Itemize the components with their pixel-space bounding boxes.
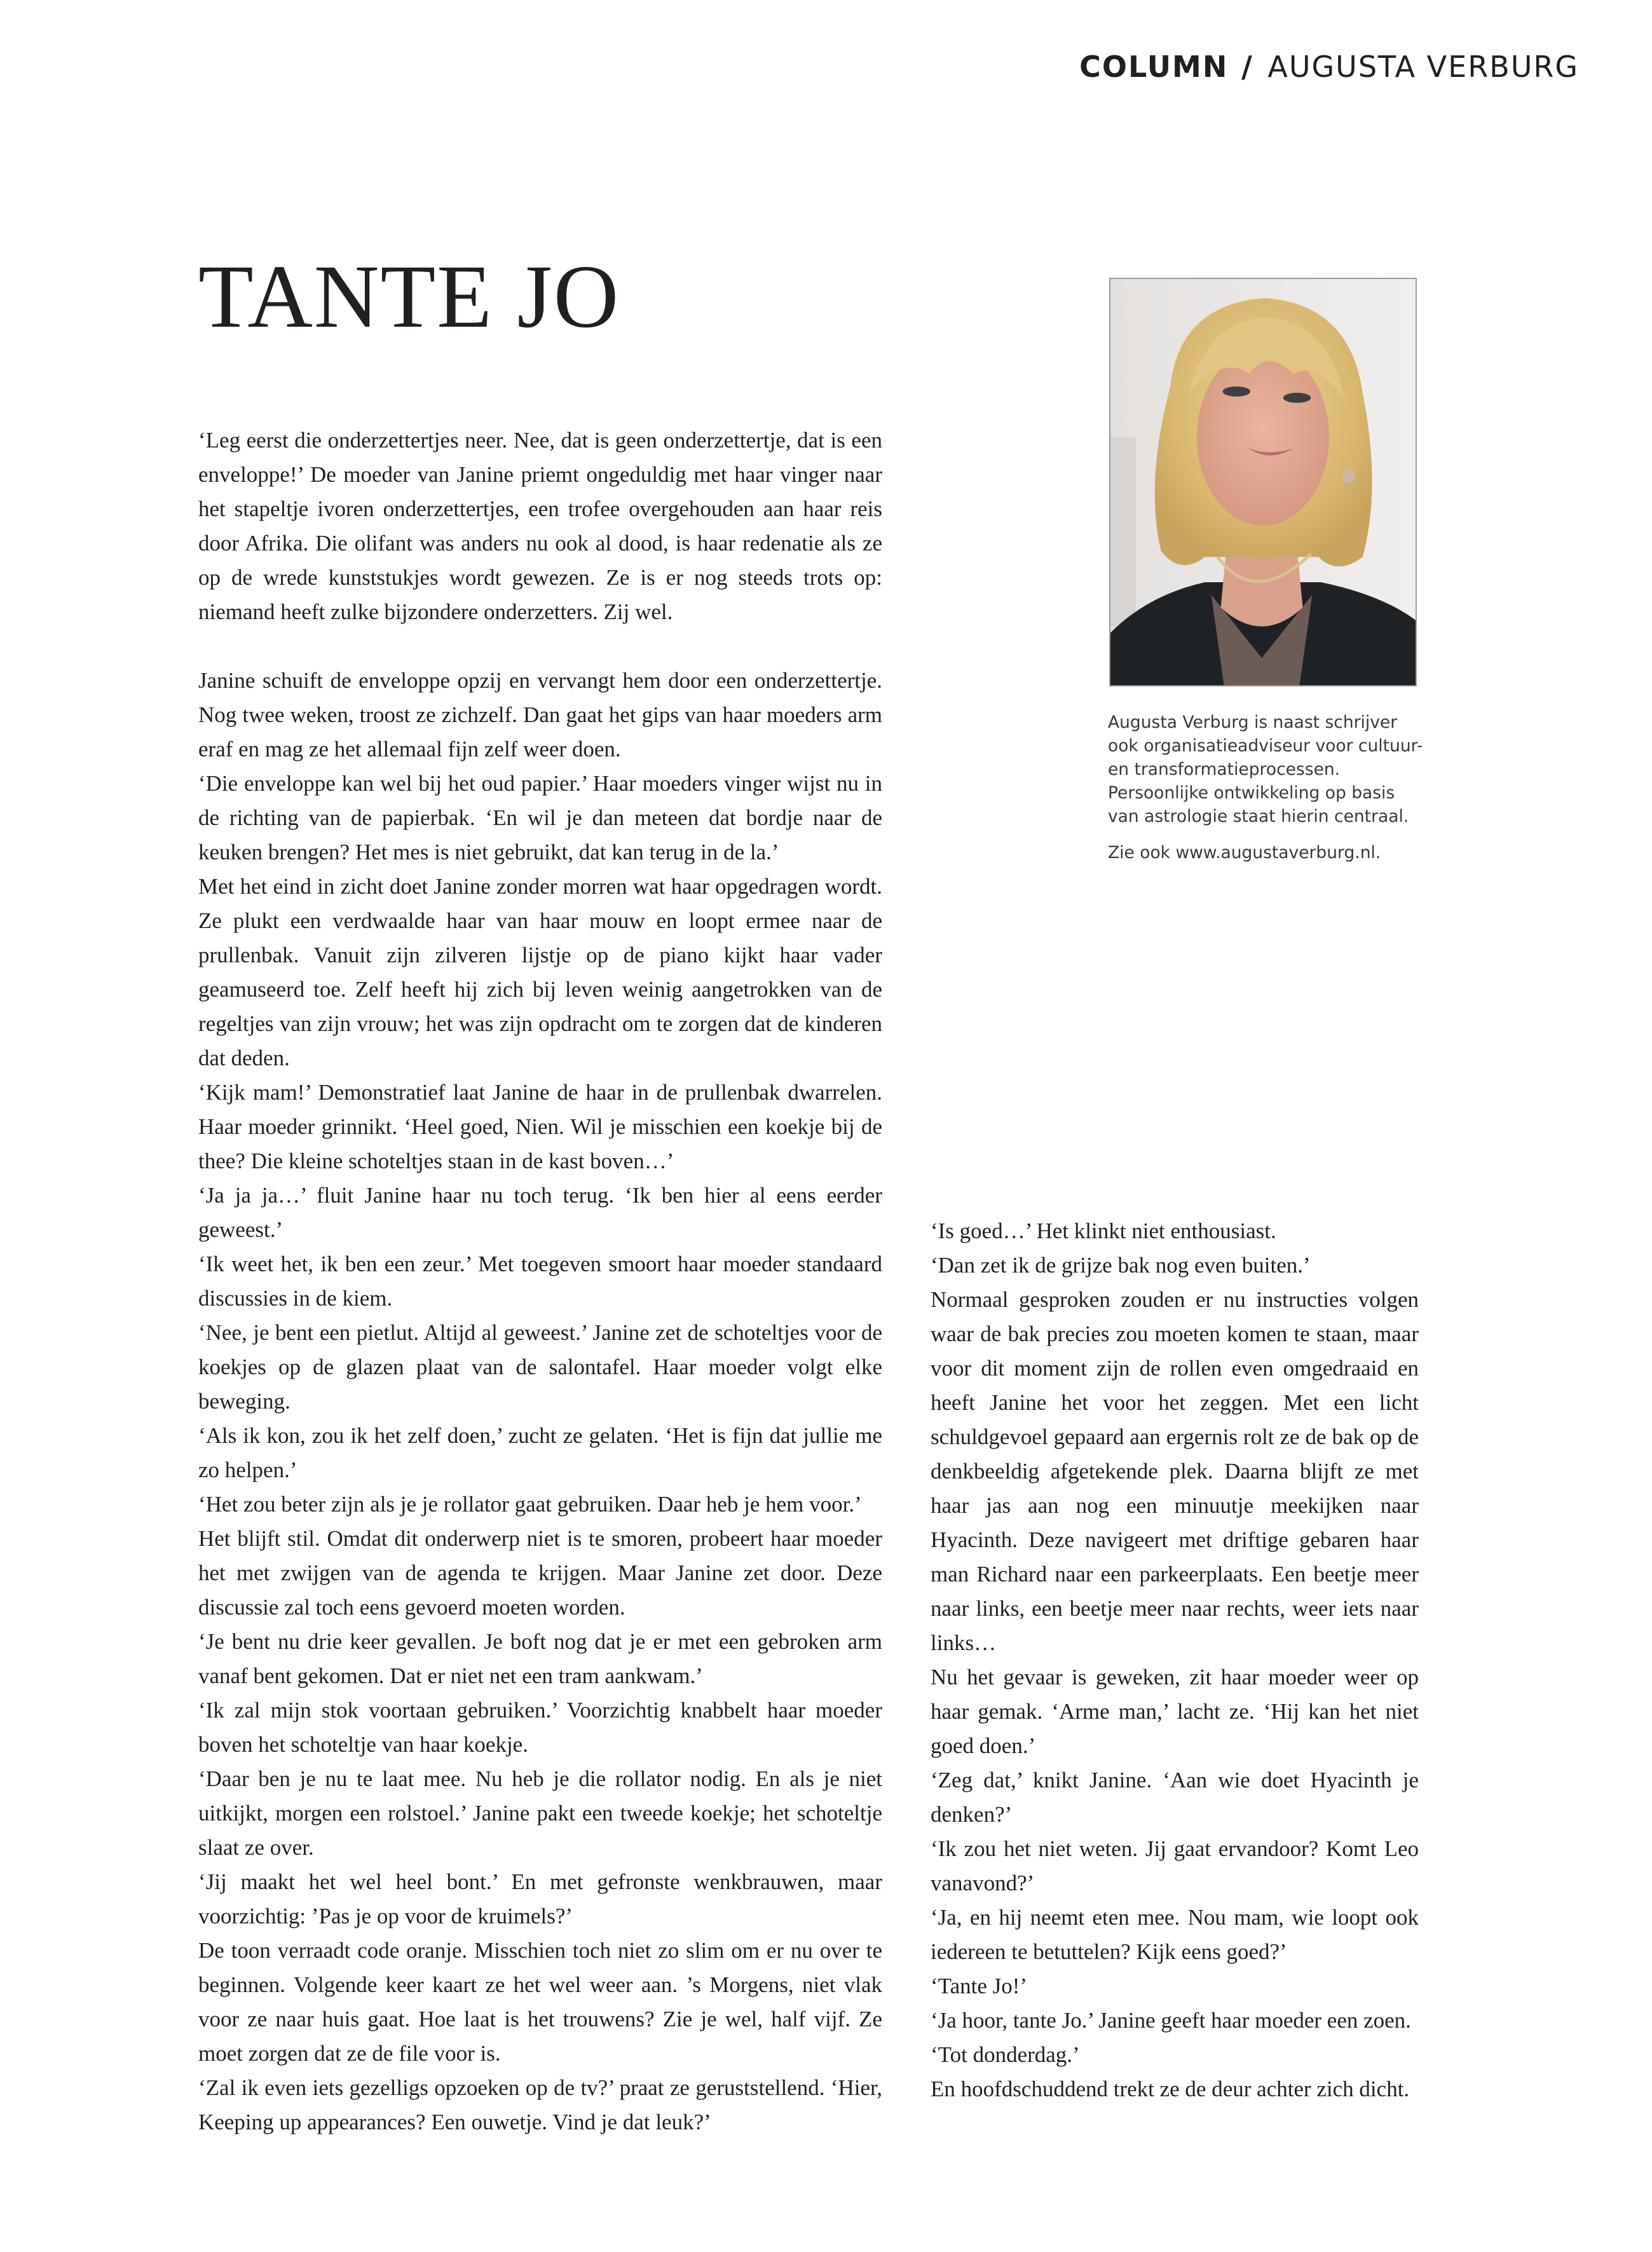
author-bio (1108, 711, 1426, 864)
paragraph: ‘Is goed…’ Het klinkt niet enthousiast. (931, 1218, 1276, 1243)
author-photo (1109, 278, 1417, 686)
paragraph: ‘Leg eerst die onderzettertjes neer. Nee, dat is geen onderzettertje, dat is een enveloppe!’ De moeder van Janine priemt ongeduldig met haar vinger naar het stapeltje ivoren onderzettertjes, een trofee overgehouden aan haar reis door Afrika. Die olifant was anders nu ook al dood, is haar redenatie als ze op de wrede kunststukjes wordt gewezen. Ze is er nog steeds trots op: niemand heeft zulke bijzondere onderzetters. Zij wel. (198, 428, 882, 624)
paragraph: En hoofdschuddend trekt ze de deur achter zich dicht. (931, 2077, 1410, 2101)
paragraph: ‘Zal ik even iets gezelligs opzoeken op de tv?’ praat ze geruststellend. ‘Hier, Keeping up appearances? Een ouwetje. Vind je dat leuk?’ (198, 2075, 882, 2134)
paragraph: ‘Ja hoor, tante Jo.’ Janine geeft haar moeder een zoen. (931, 2008, 1411, 2033)
paragraph: Janine schuift de enveloppe opzij en vervangt hem door een onderzettertje. Nog twee weken, troost ze zichzelf. Dan gaat het gips van haar moeders arm eraf en mag ze het allemaal fijn zelf weer doen. (198, 668, 882, 761)
paragraph: ‘Ik zal mijn stok voortaan gebruiken.’ Voorzichtig knabbelt haar moeder boven het schoteltje van haar koekje. (198, 1698, 882, 1757)
bio-text: Augusta Verburg is naast schrijver ook organisatieadviseur voor cultuur- en transformatieprocessen. Persoonlijke ontwikkeling op basis van astrologie staat hierin centraal. (1108, 713, 1423, 826)
portrait-image (1110, 279, 1416, 685)
paragraph: ‘Kijk mam!’ Demonstratief laat Janine de haar in de prullenbak dwarrelen. Haar moeder grinnikt. ‘Heel goed, Nien. Wil je misschien een koekje bij de thee? Die kleine schoteltjes staan in de kast boven…’ (198, 1080, 882, 1173)
paragraph: ‘Als ik kon, zou ik het zelf doen,’ zucht ze gelaten. ‘Het is fijn dat jullie me zo helpen.’ (198, 1423, 882, 1482)
article-title: TANTE JO (198, 246, 620, 346)
right-text-column (931, 1214, 1419, 2106)
paragraph: ‘Jij maakt het wel heel bont.’ En met gefronste wenkbrauwen, maar voorzichtig: ’Pas je op voor de kruimels?’ (198, 1869, 882, 1928)
paragraph: Met het eind in zicht doet Janine zonder morren wat haar opgedragen wordt. Ze plukt een verdwaalde haar van haar mouw en loopt ermee naar de prullenbak. Vanuit zijn zilveren lijstje op de piano kijkt haar vader geamuseerd toe. Zelf heeft hij zich bij leven weinig aangetrokken van de regeltjes van zijn vrouw; het was zijn opdracht om te zorgen dat de kinderen dat deden. (198, 874, 882, 1070)
paragraph: ‘Ik weet het, ik ben een zeur.’ Met toegeven smoort haar moeder standaard discussies in de kiem. (198, 1252, 882, 1311)
author-label: AUGUSTA VERBURG (1267, 50, 1579, 84)
paragraph: ‘Dan zet ik de grijze bak nog even buiten.’ (931, 1253, 1311, 1278)
left-text-column (198, 423, 882, 2139)
website-link[interactable]: Zie ook www.augustaverburg.nl. (1108, 843, 1381, 863)
paragraph: ‘Daar ben je nu te laat mee. Nu heb je die rollator nodig. En als je niet uitkijkt, morgen een rolstoel.’ Janine pakt een tweede koekje; het schoteltje slaat ze over. (198, 1766, 882, 1860)
section-label: COLUMN (1079, 50, 1229, 84)
paragraph: De toon verraadt code oranje. Misschien toch niet zo slim om er nu over te beginnen. Volgende keer kaart ze het wel weer aan. ’s Morgens, niet vlak voor ze naar huis gaat. Hoe laat is het trouwens? Zie je wel, half vijf. Ze moet zorgen dat ze de file voor is. (198, 1938, 882, 2066)
paragraph: Het blijft stil. Omdat dit onderwerp niet is te smoren, probeert haar moeder het met zwijgen van de agenda te krijgen. Maar Janine zet door. Deze discussie zal toch eens gevoerd moeten worden. (198, 1526, 882, 1620)
paragraph: ‘Ja, en hij neemt eten mee. Nou mam, wie loopt ook iedereen te betuttelen? Kijk eens goed?’ (931, 1905, 1419, 1964)
paragraph: Nu het gevaar is geweken, zit haar moeder weer op haar gemak. ‘Arme man,’ lacht ze. ‘Hij kan het niet goed doen.’ (931, 1665, 1419, 1758)
paragraph: Normaal gesproken zouden er nu instructies volgen waar de bak precies zou moeten komen te staan, maar voor dit moment zijn de rollen even omgedraaid en heeft Janine het voor het zeggen. Met een licht schuldgevoel gepaard aan ergernis rolt ze de bak op de denkbeeldig afgetekende plek. Daarna blijft ze met haar jas aan nog een minuutje meekijken naar Hyacinth. Deze navigeert met driftige gebaren haar man Richard naar een parkeerplaats. Een beetje meer naar links, een beetje meer naar rechts, weer iets naar links… (931, 1287, 1419, 1655)
paragraph: ‘Het zou beter zijn als je je rollator gaat gebruiken. Daar heb je hem voor.’ (198, 1492, 862, 1517)
paragraph: ‘Je bent nu drie keer gevallen. Je boft nog dat je er met een gebroken arm vanaf bent gekomen. Dat er niet net een tram aankwam.’ (198, 1629, 882, 1688)
paragraph: ‘Ik zou het niet weten. Jij gaat ervandoor? Komt Leo vanavond?’ (931, 1836, 1419, 1895)
paragraph: ‘Tante Jo!’ (931, 1974, 1028, 1998)
paragraph: ‘Nee, je bent een pietlut. Altijd al geweest.’ Janine zet de schoteltjes voor de koekjes op de glazen plaat van de salontafel. Haar moeder volgt elke beweging. (198, 1320, 882, 1414)
paragraph: ‘Tot donderdag.’ (931, 2042, 1080, 2067)
page-header (1079, 50, 1579, 84)
paragraph: ‘Die enveloppe kan wel bij het oud papier.’ Haar moeders vinger wijst nu in de richting van de papierbak. ‘En wil je dan meteen dat bordje naar de keuken brengen? Het mes is niet gebruikt, dat kan terug in de la.’ (198, 771, 882, 864)
paragraph: ‘Ja ja ja…’ fluit Janine haar nu toch terug. ‘Ik ben hier al eens eerder geweest.’ (198, 1183, 882, 1242)
paragraph: ‘Zeg dat,’ knikt Janine. ‘Aan wie doet Hyacinth je denken?’ (931, 1768, 1419, 1827)
header-separator: / (1241, 50, 1253, 84)
